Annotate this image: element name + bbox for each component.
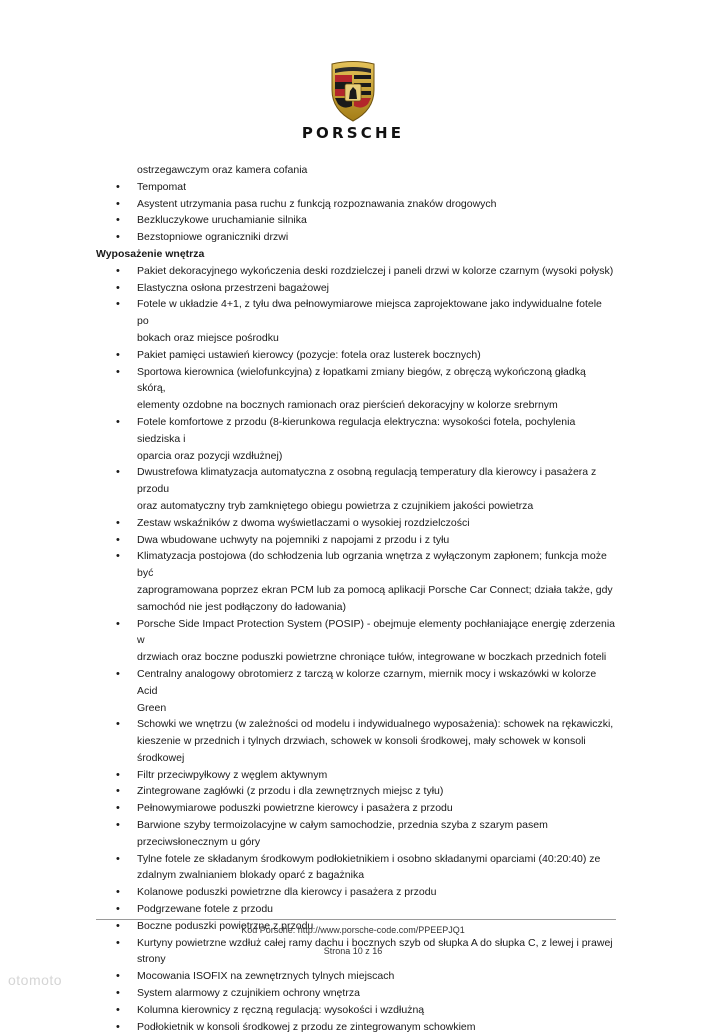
list-item-text: Dwustrefowa klimatyzacja automatyczna z osobną regulacją temperatury dla kierowcy i pasażera z przodu <box>137 466 597 496</box>
list-item <box>96 1019 616 1035</box>
list-item-text: strony <box>137 953 166 966</box>
bullet-icon: • <box>116 516 120 529</box>
bullet-icon: • <box>116 919 120 932</box>
list-item <box>96 884 616 901</box>
bullet-icon: • <box>116 415 120 428</box>
list-item <box>96 532 616 549</box>
bullet-icon: • <box>116 533 120 546</box>
list-item-text: Pakiet pamięci ustawień kierowcy (pozycje: fotela oraz lusterek bocznych) <box>137 348 481 361</box>
watermark-logo: otomoto <box>8 972 63 988</box>
bullet-icon: • <box>116 466 120 479</box>
list-item-text: Sportowa kierownica (wielofunkcyjna) z łopatkami zmiany biegów, z obręczą wykończoną gładką skórą, <box>137 365 586 395</box>
list-item-text: Barwione szyby termoizolacyjne w całym samochodzie, przednia szyba z szarym pasem <box>137 819 548 832</box>
bullet-icon: • <box>116 768 120 781</box>
list-item-text: oparcia oraz pozycji wzdłużnej) <box>137 449 283 462</box>
feature-list-before <box>96 179 616 246</box>
list-item-text: Fotele komfortowe z przodu (8-kierunkowa regulacja elektryczna: wysokości fotela, pochylenia siedziska i <box>137 415 576 445</box>
list-item-text: Kurtyny powietrzne wzdłuż całej ramy dachu i bocznych szyb od słupka A do słupka C, z lewej i prawej <box>137 936 613 949</box>
list-item-text: Zintegrowane zagłówki (z przodu i dla zewnętrznych miejsc z tyłu) <box>137 785 444 798</box>
list-item-text: Podłokietnik w konsoli środkowej z przodu ze zintegrowanym schowkiem <box>137 1020 476 1033</box>
list-item <box>96 985 616 1002</box>
list-item <box>96 968 616 985</box>
bullet-icon: • <box>116 785 120 798</box>
porsche-wordmark: PORSCHE <box>301 124 405 142</box>
list-item-text: kieszenie w przednich i tylnych drzwiach, schowek w konsoli środkowej, mały schowek w konsoli <box>137 735 586 748</box>
list-item <box>96 414 616 464</box>
list-item-text: Bezkluczykowe uruchamianie silnika <box>137 214 307 227</box>
list-item <box>96 616 616 666</box>
porsche-code-link[interactable]: Kod Porsche: http://www.porsche-code.com/PPEEPJQ1 <box>241 925 465 935</box>
bullet-icon: • <box>116 987 120 1000</box>
list-item <box>96 263 616 280</box>
bullet-icon: • <box>116 180 120 193</box>
list-item-text: System alarmowy z czujnikiem ochrony wnętrza <box>137 987 360 1000</box>
bullet-icon: • <box>116 718 120 731</box>
list-item <box>96 783 616 800</box>
list-item-text: Klimatyzacja postojowa (do schłodzenia lub ogrzania wnętrza z wyłączonym zapłonem; funkcja może być <box>137 550 607 580</box>
list-item-text: zaprogramowana poprzez ekran PCM lub za pomocą aplikacji Porsche Car Connect; działa także, gdy <box>137 583 613 596</box>
list-item <box>96 229 616 246</box>
bullet-icon: • <box>116 852 120 865</box>
list-item-text: Tempomat <box>137 180 187 193</box>
bullet-icon: • <box>116 1020 120 1033</box>
list-item-text: Pełnowymiarowe poduszki powietrzne kierowcy i pasażera z przodu <box>137 802 453 815</box>
porsche-crest-icon <box>329 60 377 122</box>
list-item-text: Fotele w układzie 4+1, z tyłu dwa pełnowymiarowe miejsca zaprojektowane jako indywidualne fotele po <box>137 298 602 328</box>
bullet-icon: • <box>116 1003 120 1016</box>
footer-divider <box>96 919 616 920</box>
list-item <box>96 901 616 918</box>
list-item <box>96 364 616 414</box>
list-item-text: Pakiet dekoracyjnego wykończenia deski rozdzielczej i paneli drzwi w kolorze czarnym (wysoki połysk) <box>137 264 614 277</box>
list-item-text: Kolumna kierownicy z ręczną regulacją: wysokości i wzdłużną <box>137 1003 425 1016</box>
list-item-text: Tylne fotele ze składanym środkowym podłokietnikiem i osobno składanymi oparciami (40:20:40) ze <box>137 852 601 865</box>
page-number: Strona 10 z 16 <box>323 946 383 956</box>
list-item-text: Podgrzewane fotele z przodu <box>137 903 274 916</box>
list-item <box>96 666 616 716</box>
section-title: Wyposażenie wnętrza <box>96 247 205 260</box>
list-item <box>96 767 616 784</box>
list-item-text: zdalnym zwalnianiem blokady oparć z bagażnika <box>137 869 365 882</box>
bullet-icon: • <box>116 550 120 563</box>
list-item <box>96 800 616 817</box>
list-item-text: Centralny analogowy obrotomierz z tarczą w kolorze czarnym, miernik mocy i wskazówki w kolorze Acid <box>137 667 597 697</box>
bullet-icon: • <box>116 819 120 832</box>
bullet-icon: • <box>116 365 120 378</box>
list-item-text: środkowej <box>137 751 185 764</box>
list-item-text: Asystent utrzymania pasa ruchu z funkcją rozpoznawania znaków drogowych <box>137 197 497 210</box>
bullet-icon: • <box>116 281 120 294</box>
list-item-text: Bezstopniowe ograniczniki drzwi <box>137 231 289 244</box>
list-item-text: Kolanowe poduszki powietrzne dla kierowcy i pasażera z przodu <box>137 886 437 899</box>
list-item-text: Filtr przeciwpyłkowy z węglem aktywnym <box>137 768 328 781</box>
bullet-icon: • <box>116 214 120 227</box>
list-item-text: drzwiach oraz boczne poduszki powietrzne chroniące tułów, integrowane w boczkach przednich foteli <box>137 651 607 664</box>
bullet-icon: • <box>116 231 120 244</box>
bullet-icon: • <box>116 667 120 680</box>
list-item <box>96 296 616 346</box>
bullet-icon: • <box>116 197 120 210</box>
bullet-icon: • <box>116 348 120 361</box>
list-item-text: Elastyczna osłona przestrzeni bagażowej <box>137 281 330 294</box>
list-item <box>96 817 616 851</box>
bullet-icon: • <box>116 264 120 277</box>
list-item <box>96 196 616 213</box>
list-item <box>96 1002 616 1019</box>
list-item-text: samochód nie jest podłączony do ładowania) <box>137 600 346 613</box>
list-item <box>96 212 616 229</box>
bullet-icon: • <box>116 617 120 630</box>
bullet-icon: • <box>116 936 120 949</box>
list-item <box>96 280 616 297</box>
list-item <box>96 179 616 196</box>
list-item-text: oraz automatyczny tryb zamkniętego obiegu powietrza z czujnikiem jakości powietrza <box>137 499 534 512</box>
bullet-icon: • <box>116 802 120 815</box>
bullet-icon: • <box>116 298 120 311</box>
list-item-text: Dwa wbudowane uchwyty na pojemniki z napojami z przodu i z tyłu <box>137 533 450 546</box>
list-item <box>96 515 616 532</box>
list-item-text: Porsche Side Impact Protection System (POSIP) - obejmuje elementy pochłaniające energię zderzenia w <box>137 617 615 647</box>
spec-list <box>96 162 616 1035</box>
bullet-icon: • <box>116 970 120 983</box>
list-item <box>96 851 616 885</box>
list-item-text: Mocowania ISOFIX na zewnętrznych tylnych miejscach <box>137 970 395 983</box>
list-item-text: bokach oraz miejsce pośrodku <box>137 331 279 344</box>
bullet-icon: • <box>116 903 120 916</box>
list-item-text: Zestaw wskaźników z dwoma wyświetlaczami o wysokiej rozdzielczości <box>137 516 470 529</box>
continued-line: ostrzegawczym oraz kamera cofania <box>137 164 308 176</box>
list-item <box>96 464 616 514</box>
list-item-text: Schowki we wnętrzu (w zależności od modelu i indywidualnego wyposażenia): schowek na rękawiczki, <box>137 718 614 731</box>
list-item-text: Boczne poduszki powietrzne z przodu <box>137 919 314 932</box>
list-item-text: przeciwsłonecznym u góry <box>137 835 261 848</box>
bullet-icon: • <box>116 886 120 899</box>
list-item-text: Green <box>137 701 167 714</box>
list-item <box>96 716 616 766</box>
list-item <box>96 347 616 364</box>
list-item <box>96 548 616 615</box>
page-header <box>0 0 706 150</box>
list-item-text: elementy ozdobne na bocznych ramionach oraz pierścień dekoracyjny w kolorze srebrnym <box>137 399 558 412</box>
